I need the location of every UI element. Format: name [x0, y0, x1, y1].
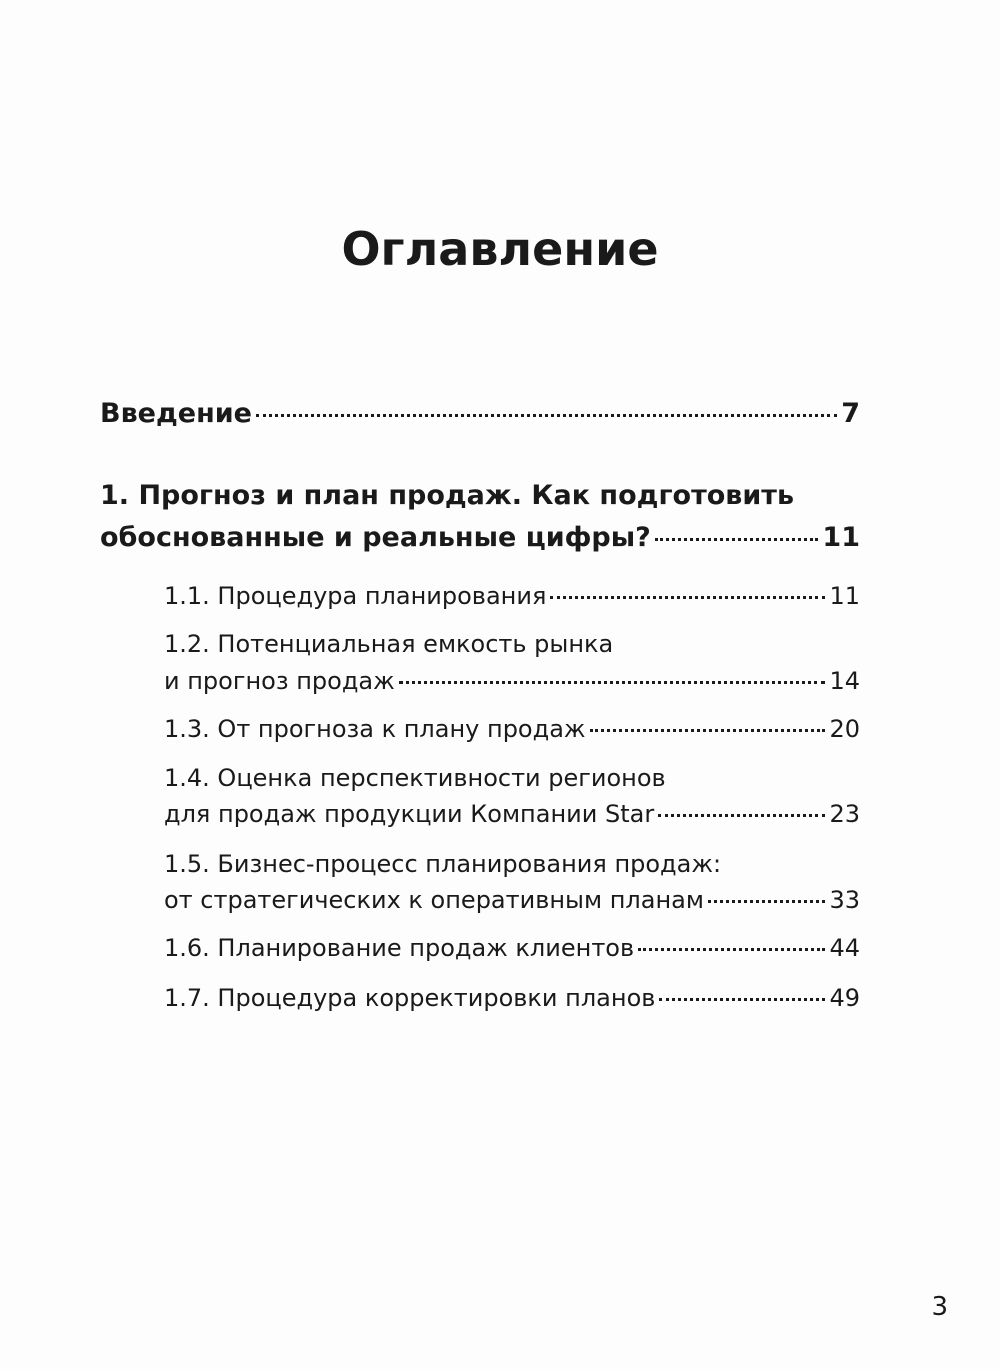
entry-page: 20	[829, 715, 860, 743]
dot-leader	[708, 900, 825, 903]
entry-line1: 1. Прогноз и план продаж. Как подготовить	[100, 480, 795, 511]
toc-entry-1-7[interactable]	[164, 984, 860, 1012]
dot-leader	[658, 814, 825, 817]
entry-line1: 1.4. Оценка перспективности регионов	[164, 764, 666, 792]
toc-entry-1-4[interactable]	[164, 800, 860, 828]
page-number: 3	[931, 1292, 948, 1322]
entry-page: 14	[829, 667, 860, 695]
dot-leader	[659, 998, 825, 1001]
toc-entry-1-3[interactable]	[164, 715, 860, 743]
toc-entry-chapter-1[interactable]	[100, 522, 860, 553]
entry-page: 44	[829, 934, 860, 962]
dot-leader	[638, 948, 825, 951]
dot-leader	[256, 414, 837, 417]
entry-page: 49	[829, 984, 860, 1012]
entry-page: 33	[829, 886, 860, 914]
toc-entry-1-6[interactable]	[164, 934, 860, 962]
entry-text: 1.7. Процедура корректировки планов	[164, 984, 656, 1012]
entry-text: и прогноз продаж	[164, 667, 395, 695]
entry-text: для продаж продукции Компании Star	[164, 800, 655, 828]
entry-text: от стратегических к оперативным планам	[164, 886, 704, 914]
dot-leader	[399, 681, 826, 684]
entry-page: 11	[822, 522, 860, 553]
entry-page: 23	[829, 800, 860, 828]
toc-entry-1-1[interactable]	[164, 582, 860, 610]
toc-entry-1-5[interactable]	[164, 886, 860, 914]
dot-leader	[590, 729, 826, 732]
entry-text: 1.6. Планирование продаж клиентов	[164, 934, 635, 962]
entry-line1: 1.2. Потенциальная емкость рынка	[164, 630, 614, 658]
dot-leader	[550, 596, 825, 599]
entry-text: Введение	[100, 398, 252, 429]
page-title: Оглавление	[341, 222, 659, 276]
entry-text: 1.1. Процедура планирования	[164, 582, 547, 610]
toc-entry-1-2[interactable]	[164, 667, 860, 695]
entry-line1: 1.5. Бизнес-процесс планирования продаж:	[164, 850, 722, 878]
entry-page: 11	[829, 582, 860, 610]
entry-text: 1.3. От прогноза к плану продаж	[164, 715, 586, 743]
dot-leader	[655, 538, 819, 541]
entry-text: обоснованные и реальные цифры?	[100, 522, 651, 553]
entry-page: 7	[841, 398, 860, 429]
toc-entry-intro[interactable]	[100, 398, 860, 429]
